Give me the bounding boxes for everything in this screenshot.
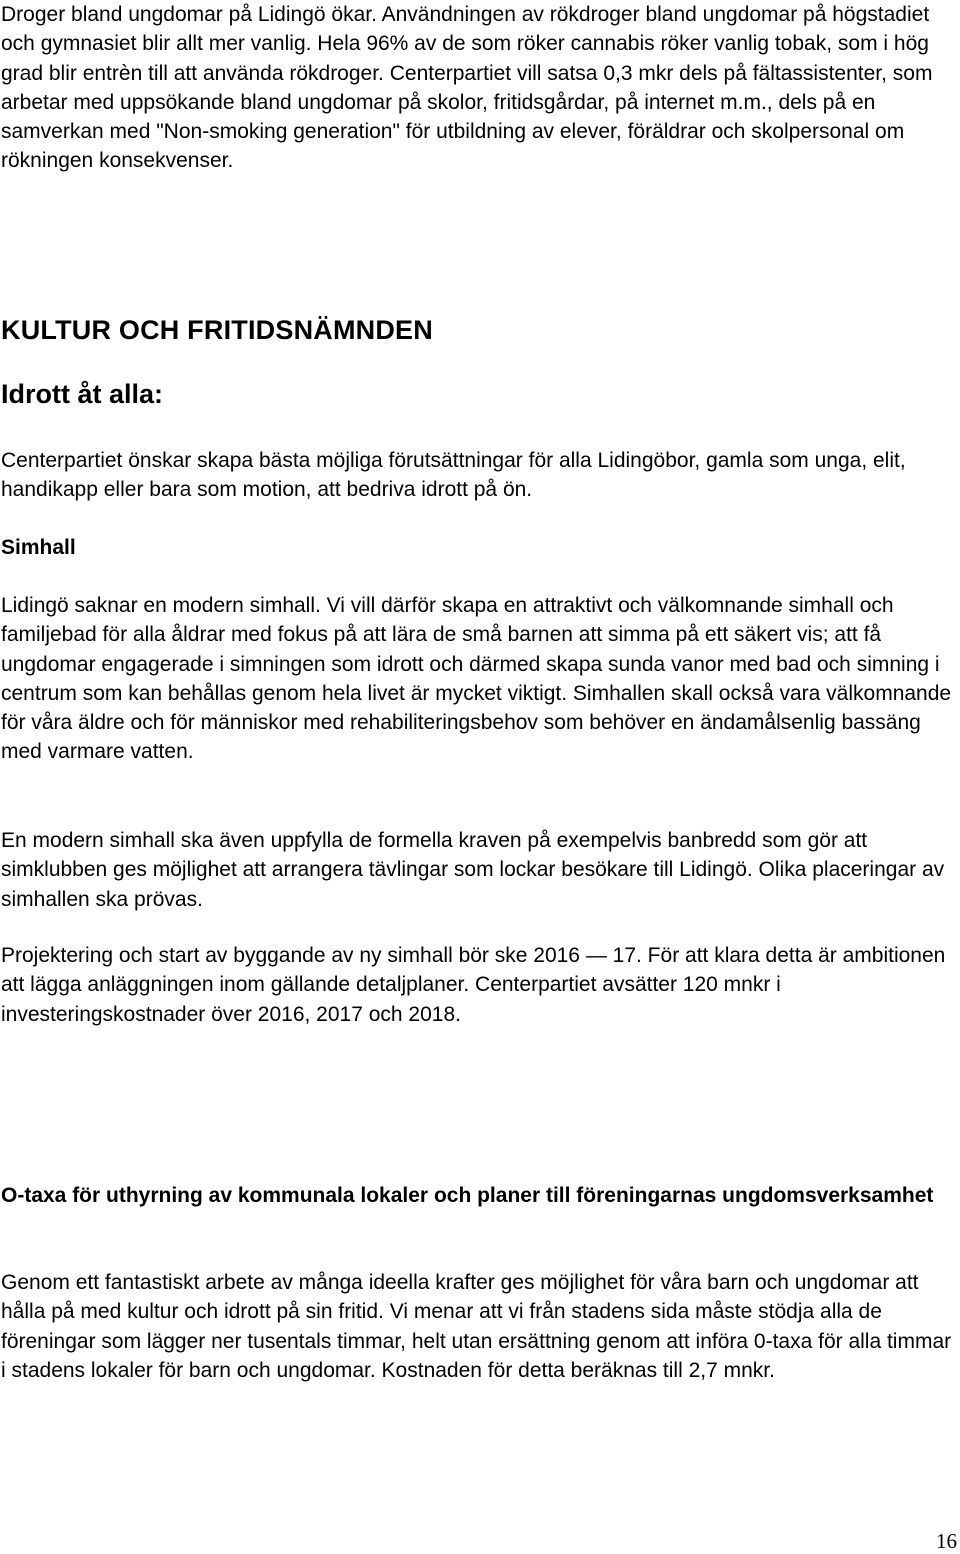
intro-paragraph: Droger bland ungdomar på Lidingö ökar. Användningen av rökdroger bland ungdomar på högstadiet och gymnasiet blir allt mer vanlig. Hela 96% av de som röker cannabis röker vanlig tobak, som i hög grad blir entrèn till att använda rökdroger. Centerpartiet vill satsa 0,3 mkr dels på fältassistenter, som arbetar med uppsökande bland ungdomar på skolor, fritidsgårdar, på internet m.m., dels på en samverkan med "Non-smoking generation" för utbildning av elever, föräldrar och skolpersonal om rökningen konsekvenser. bbox=[1, 3, 933, 173]
sport-paragraph: Centerpartiet önskar skapa bästa möjliga förutsättningar för alla Lidingöbor, gamla som unga, elit, handikapp eller bara som motion, att bedriva idrott på ön. bbox=[1, 449, 906, 502]
pool-paragraph-2: En modern simhall ska även uppfylla de formella kraven på exempelvis banbredd som gör att simklubben ges möjlighet att arrangera tävlingar som lockar besökare till Lidingö. Olika placeringar av simhallen ska prövas. bbox=[1, 829, 945, 911]
subheading-sport-block bbox=[1, 378, 956, 410]
page-number: 16 bbox=[936, 1529, 957, 1553]
subheading-sport: Idrott åt alla: bbox=[1, 379, 164, 409]
intro-paragraph-block bbox=[1, 0, 956, 176]
subheading-otaxa-block bbox=[1, 1181, 956, 1210]
otaxa-paragraph: Genom ett fantastiskt arbete av många ideella krafter ges möjlighet för våra barn och ungdomar att hålla på med kultur och idrott på sin fritid. Vi menar att vi från stadens sida måste stödja alla de föreningar som lägger ner tusentals timmar, helt utan ersättning genom att införa 0-taxa för alla timmar i stadens lokaler för barn och ungdomar. Kostnaden för detta beräknas till 2,7 mnkr. bbox=[1, 1271, 952, 1382]
pool-paragraph-2-block bbox=[1, 826, 956, 914]
sport-paragraph-block bbox=[1, 446, 956, 505]
pool-paragraph-1: Lidingö saknar en modern simhall. Vi vill därför skapa en attraktivt och välkomnande simhall och familjebad för alla åldrar med fokus på att lära de små barnen att simma på ett säkert vis; att få ungdomar engagerade i simningen som idrott och därmed skapa sunda vanor med bad och simning i centrum som kan behållas genom hela livet är mycket viktigt. Simhallen skall också vara välkomnande för våra äldre och för människor med rehabiliteringsbehov som behöver en ändamålsenlig bassäng med varmare vatten. bbox=[1, 594, 952, 764]
subheading-pool: Simhall bbox=[1, 536, 76, 559]
pool-paragraph-3: Projektering och start av byggande av ny simhall bör ske 2016 — 17. För att klara detta är ambitionen att lägga anläggningen inom gällande detaljplaner. Centerpartiet avsätter 120 mnkr i investeringskostnader över 2016, 2017 och 2018. bbox=[1, 944, 946, 1026]
pool-paragraph-3-block bbox=[1, 941, 956, 1029]
subheading-otaxa: O-taxa för uthyrning av kommunala lokaler och planer till föreningarnas ungdomsverksamhet bbox=[1, 1184, 934, 1207]
section-heading: KULTUR OCH FRITIDSNÄMNDEN bbox=[1, 315, 433, 345]
subheading-pool-block bbox=[1, 533, 956, 562]
section-heading-block bbox=[1, 314, 956, 346]
pool-paragraph-1-block bbox=[1, 591, 956, 767]
otaxa-paragraph-block bbox=[1, 1268, 956, 1385]
